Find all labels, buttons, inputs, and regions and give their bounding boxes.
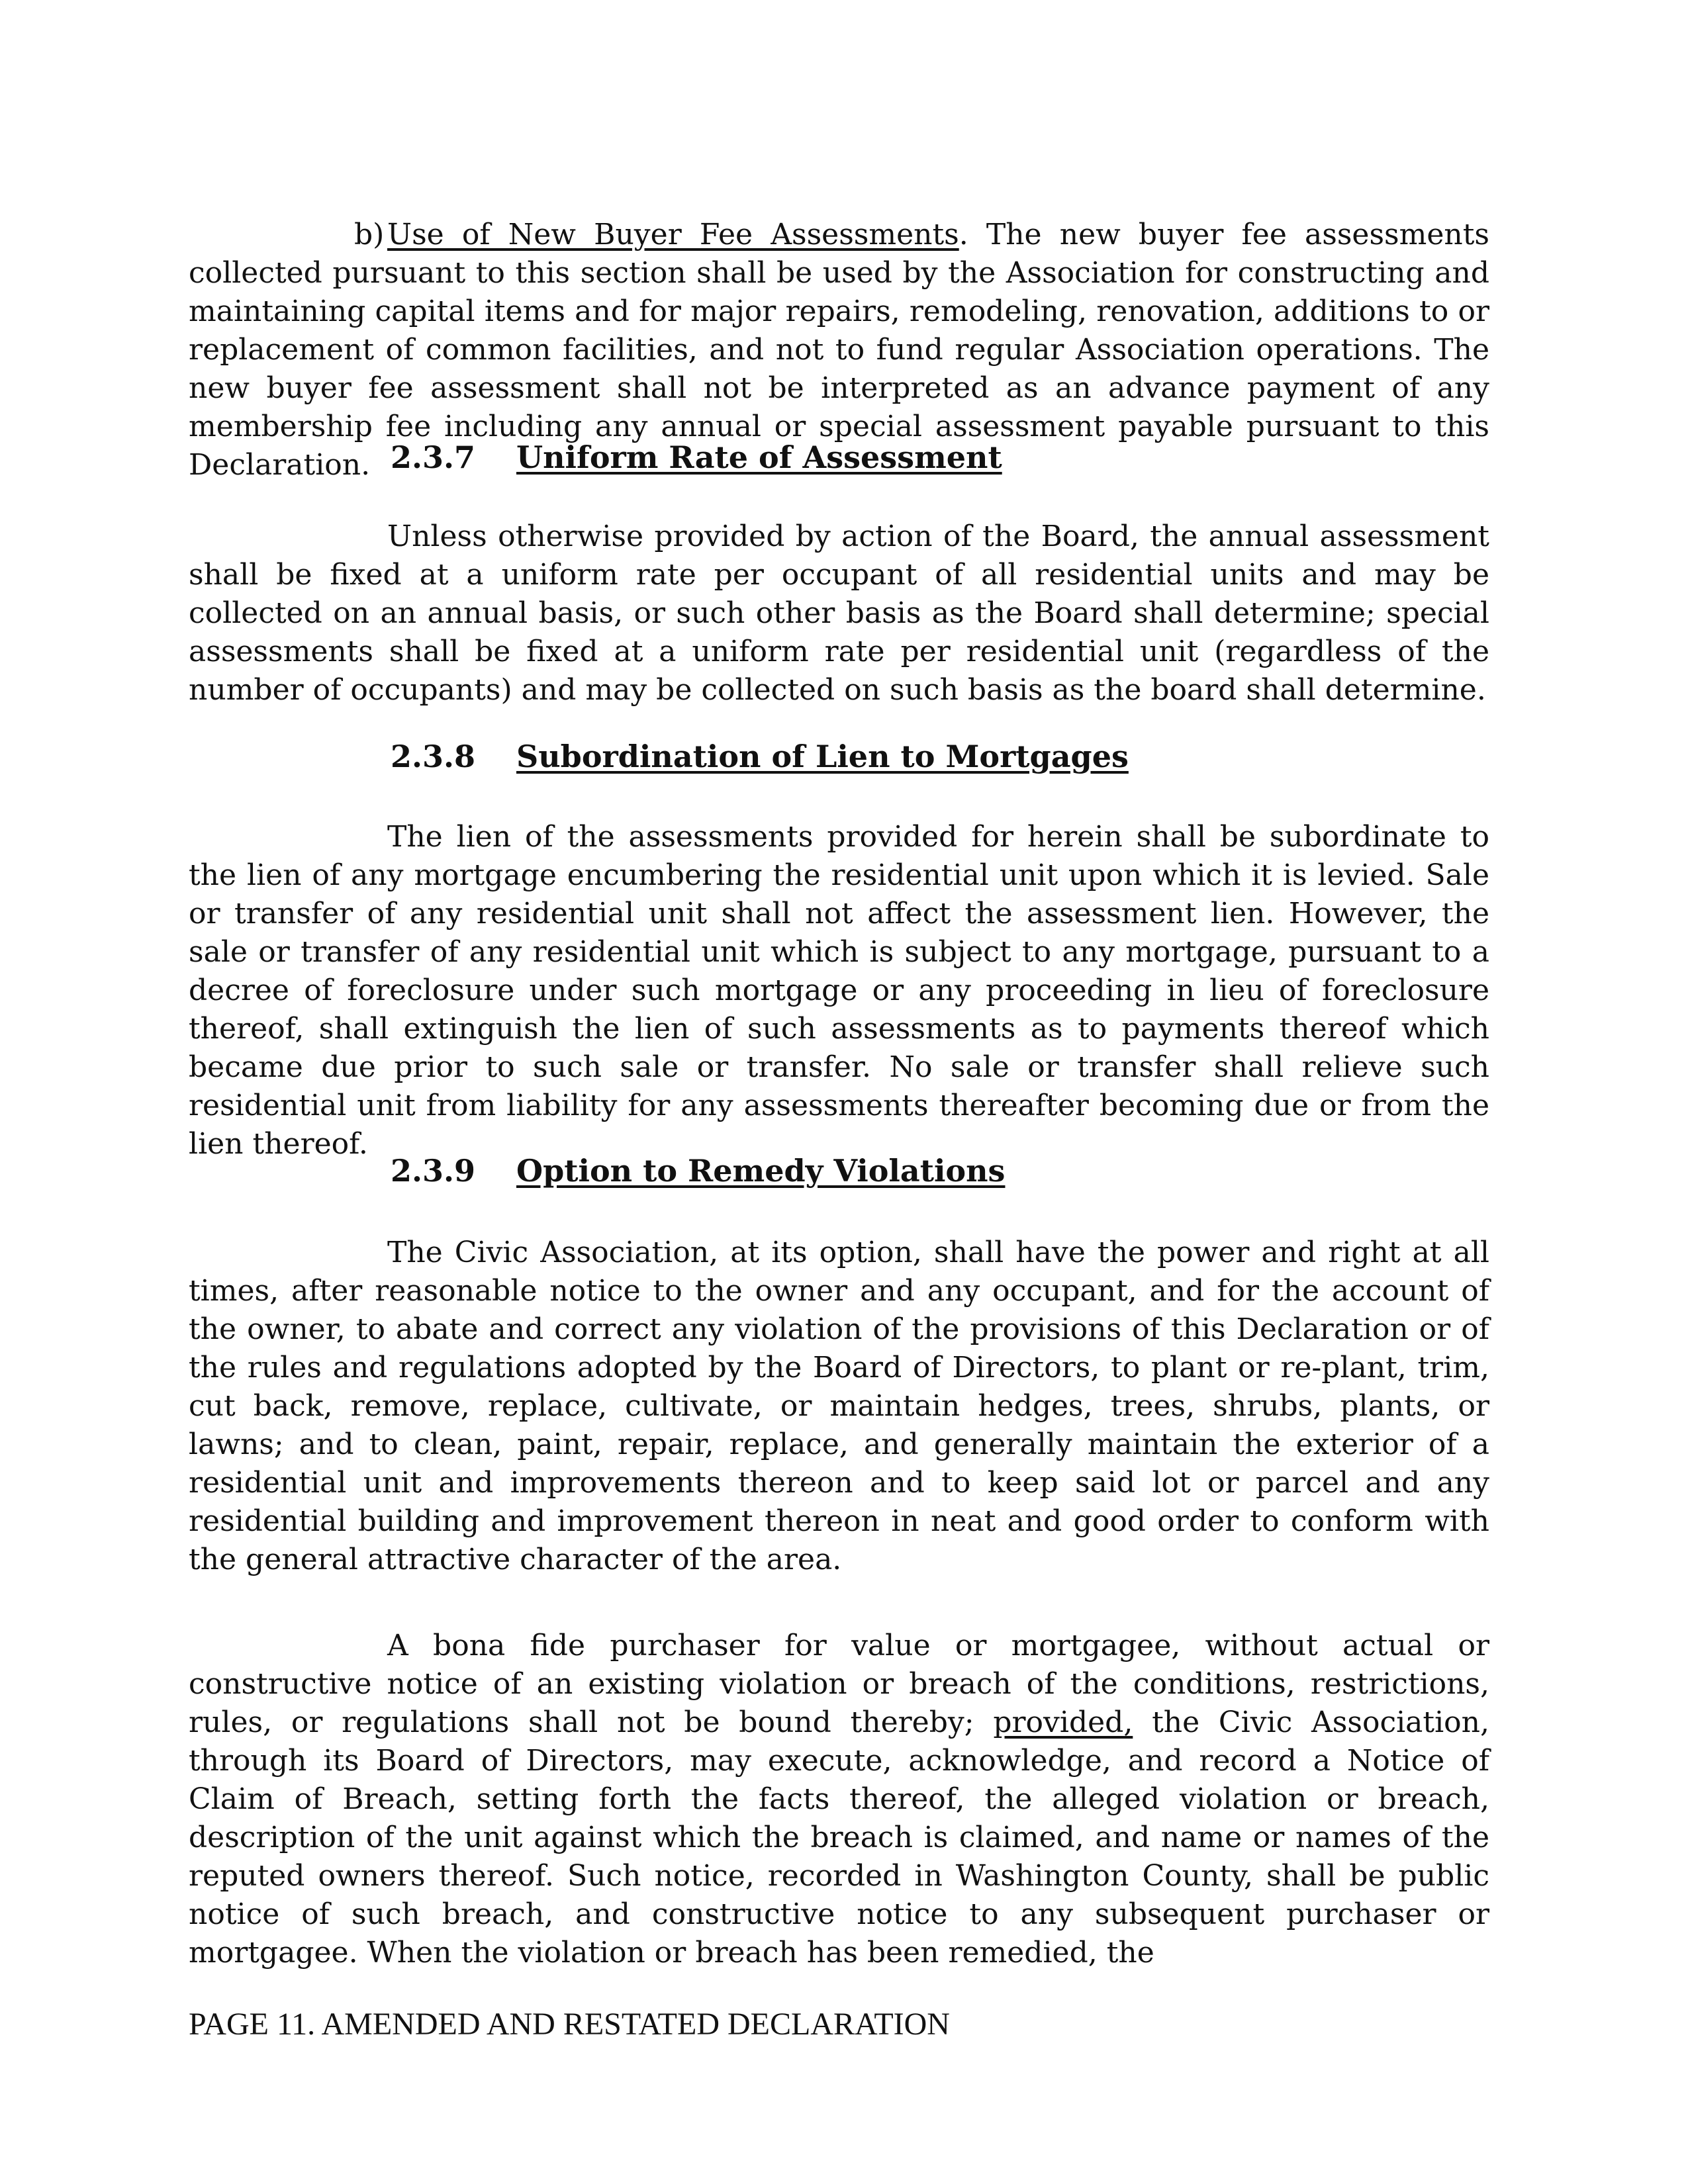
heading-2-3-8-number: 2.3.8 — [391, 739, 476, 774]
paragraph-b-body: The new buyer fee assessments collected pursuant to this section shall be used by the Association for constructing and maintaining capital items and for major repairs, remodeling, renovation, additions to or replacement of common facilities, and not to fund regular Association operations. The new buyer fee assessment shall not be interpreted as an advance payment of any membership fee including any annual or special assessment payable pursuant to this Declaration. — [189, 218, 1489, 482]
paragraph-2-3-9-2 — [189, 1627, 1489, 1972]
paragraph-2-3-9-1: The Civic Association, at its option, shall have the power and right at all times, after reasonable notice to the owner and any occupant, and for the account of the owner, to abate and correct any violation of the provisions of this Declaration or of the rules and regulations adopted by the Board of Directors, to plant or re-plant, trim, cut back, remove, replace, cultivate, or maintain hedges, trees, shrubs, plants, or lawns; and to clean, paint, repair, replace, and generally maintain the exterior of a residential unit and improvements thereon and to keep said lot or parcel and any residential building and improvement thereon in neat and good order to conform with the general attractive character of the area. — [189, 1236, 1489, 1576]
paragraph-b-title-end: . — [959, 218, 968, 251]
paragraph-b-title: Use of New Buyer Fee Assessments — [387, 218, 959, 251]
heading-2-3-7-title: Uniform Rate of Assessment — [516, 439, 1002, 475]
heading-2-3-7-number: 2.3.7 — [391, 439, 476, 475]
heading-2-3-8 — [391, 737, 1129, 776]
provided-term: provided, — [993, 1706, 1133, 1739]
heading-2-3-8-title: Subordination of Lien to Mortgages — [516, 739, 1129, 774]
paragraph-2-3-9-2-rest: the Civic Association, through its Board of Directors, may execute, acknowledge, and record a Notice of Claim of Breach, setting forth the facts thereof, the alleged violation or breach, description of the unit against which the breach is claimed, and name or names of the reputed owners thereof. Such notice, recorded in Washington County, shall be public notice of such breach, and constructive notice to any subsequent purchaser or mortgagee. When the violation or breach has been remedied, the — [189, 1706, 1489, 1970]
paragraph-2-3-8: The lien of the assessments provided for herein shall be subordinate to the lien of any mortgage encumbering the residential unit upon which it is levied. Sale or transfer of any residential unit shall not affect the assessment lien. However, the sale or transfer of any residential unit which is subject to any mortgage, pursuant to a decree of foreclosure under such mortgage or any proceeding in lieu of foreclosure thereof, shall extinguish the lien of such assessments as to payments thereof which became due prior to such sale or transfer. No sale or transfer shall relieve such residential unit from liability for any assessments thereafter becoming due or from the lien thereof. — [189, 820, 1489, 1161]
paragraph-2-3-7: Unless otherwise provided by action of the Board, the annual assessment shall be fixed at a uniform rate per occupant of all residential units and may be collected on an annual basis, or such other basis as the Board shall determine; special assessments shall be fixed at a uniform rate per residential unit (regardless of the number of occupants) and may be collected on such basis as the board shall determine. — [189, 520, 1489, 707]
heading-2-3-9 — [391, 1152, 1005, 1190]
paragraph-2-3-9-2-start: A bona fide purchaser for value or mortgagee, without actual or constructive notice of an existing violation or breach of the conditions, restrictions, rules, or regulations shall not be bound thereby; — [189, 1629, 1489, 1739]
heading-2-3-9-title: Option to Remedy Violations — [516, 1153, 1006, 1189]
paragraph-b-marker: b) — [354, 218, 385, 251]
heading-2-3-9-number: 2.3.9 — [391, 1153, 476, 1189]
heading-2-3-7 — [391, 438, 1002, 477]
page-footer: PAGE 11. AMENDED AND RESTATED DECLARATION — [189, 2007, 950, 2042]
